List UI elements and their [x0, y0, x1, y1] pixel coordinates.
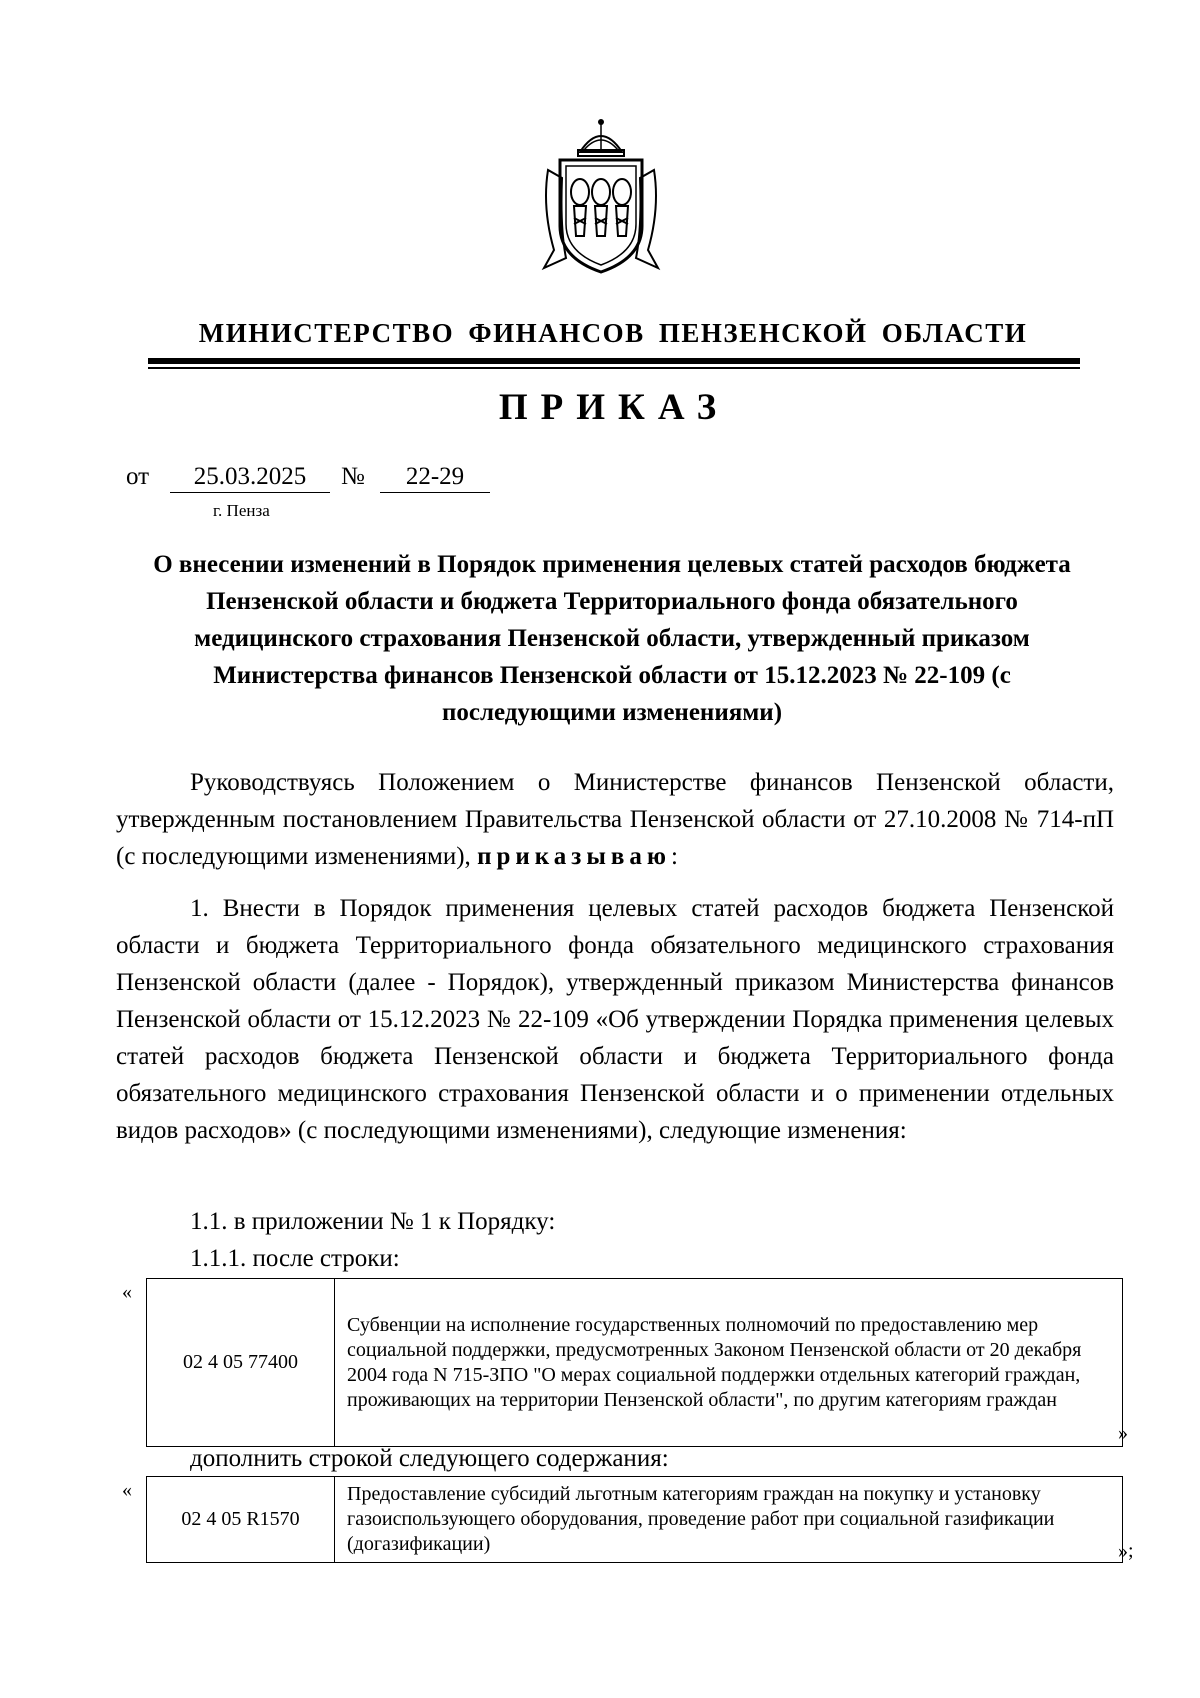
preamble-paragraph — [116, 764, 1114, 875]
item-1-1-1: 1.1.1. после строки: — [190, 1245, 400, 1272]
table-existing-row — [146, 1278, 1123, 1447]
target-article-description: Субвенции на исполнение государственных полномочий по предоставлению мер социальной поддержки, предусмотренных Законом Пензенской области от 20 декабря 2004 года N 715-ЗПО "О мерах социальной поддержки отдельных категорий граждан, проживающих на территории Пензенской области", по другим категориям граждан — [335, 1279, 1123, 1447]
header-divider-thin — [148, 367, 1080, 369]
table-row — [147, 1279, 1123, 1447]
target-article-description: Предоставление субсидий льготным категориям граждан на покупку и установку газоиспользующего оборудования, проведение работ при социальной газификации (догазификации) — [335, 1477, 1123, 1563]
ministry-name: МИНИСТЕРСТВО ФИНАНСОВ ПЕНЗЕНСКОЙ ОБЛАСТИ — [198, 318, 1028, 348]
table-2-close-quote: »; — [1118, 1540, 1134, 1562]
target-article-code: 02 4 05 77400 — [147, 1279, 335, 1447]
item-1-paragraph: 1. Внести в Порядок применения целевых статей расходов бюджета Пензенской области и бюджета Территориального фонда обязательного медицинского страхования Пензенской области (далее - Порядок), утвержденный приказом Министерства финансов Пензенской области от 15.12.2023 № 22-109 «Об утверждении Порядка применения целевых статей расходов бюджета Пензенской области и бюджета Территориального фонда обязательного медицинского страхования Пензенской области и о применении отдельных видов расходов» (с последующими изменениями), следующие изменения: — [116, 895, 1114, 1144]
table-1-open-quote: « — [122, 1281, 132, 1303]
header-divider-thick — [148, 358, 1080, 364]
table-1-close-quote: » — [1118, 1422, 1128, 1444]
table-row — [147, 1477, 1123, 1563]
document-title: О внесении изменений в Порядок применения целевых статей расходов бюджета Пензенской области и бюджета Территориального фонда обязательного медицинского страхования Пензенской области, утвержденный приказом Министерства финансов Пензенской области от 15.12.2023 № 22-109 (с последующими изменениями) — [153, 551, 1071, 726]
add-row-instruction: дополнить строкой следующего содержания: — [190, 1445, 669, 1472]
preamble-text: Руководствуясь Положением о Министерстве финансов Пензенской области, утвержденным постановлением Правительства Пензенской области от 27.10.2008 № 714-пП (с последующими изменениями), — [116, 769, 1114, 870]
city: г. Пенза — [213, 501, 270, 520]
document-type: ПРИКАЗ — [498, 387, 730, 428]
table-2-open-quote: « — [122, 1479, 132, 1501]
document-number: 22-29 — [380, 463, 490, 493]
preamble-end: : — [670, 843, 678, 870]
target-article-code: 02 4 05 R1570 — [147, 1477, 335, 1563]
item-1-1: 1.1. в приложении № 1 к Порядку: — [190, 1208, 556, 1235]
from-label: от — [126, 463, 150, 490]
document-date: 25.03.2025 — [170, 463, 330, 493]
preamble-order-word: приказываю — [477, 843, 671, 870]
table-new-row — [146, 1476, 1123, 1563]
coat-of-arms-emblem — [540, 118, 662, 278]
number-label: № — [341, 463, 365, 490]
